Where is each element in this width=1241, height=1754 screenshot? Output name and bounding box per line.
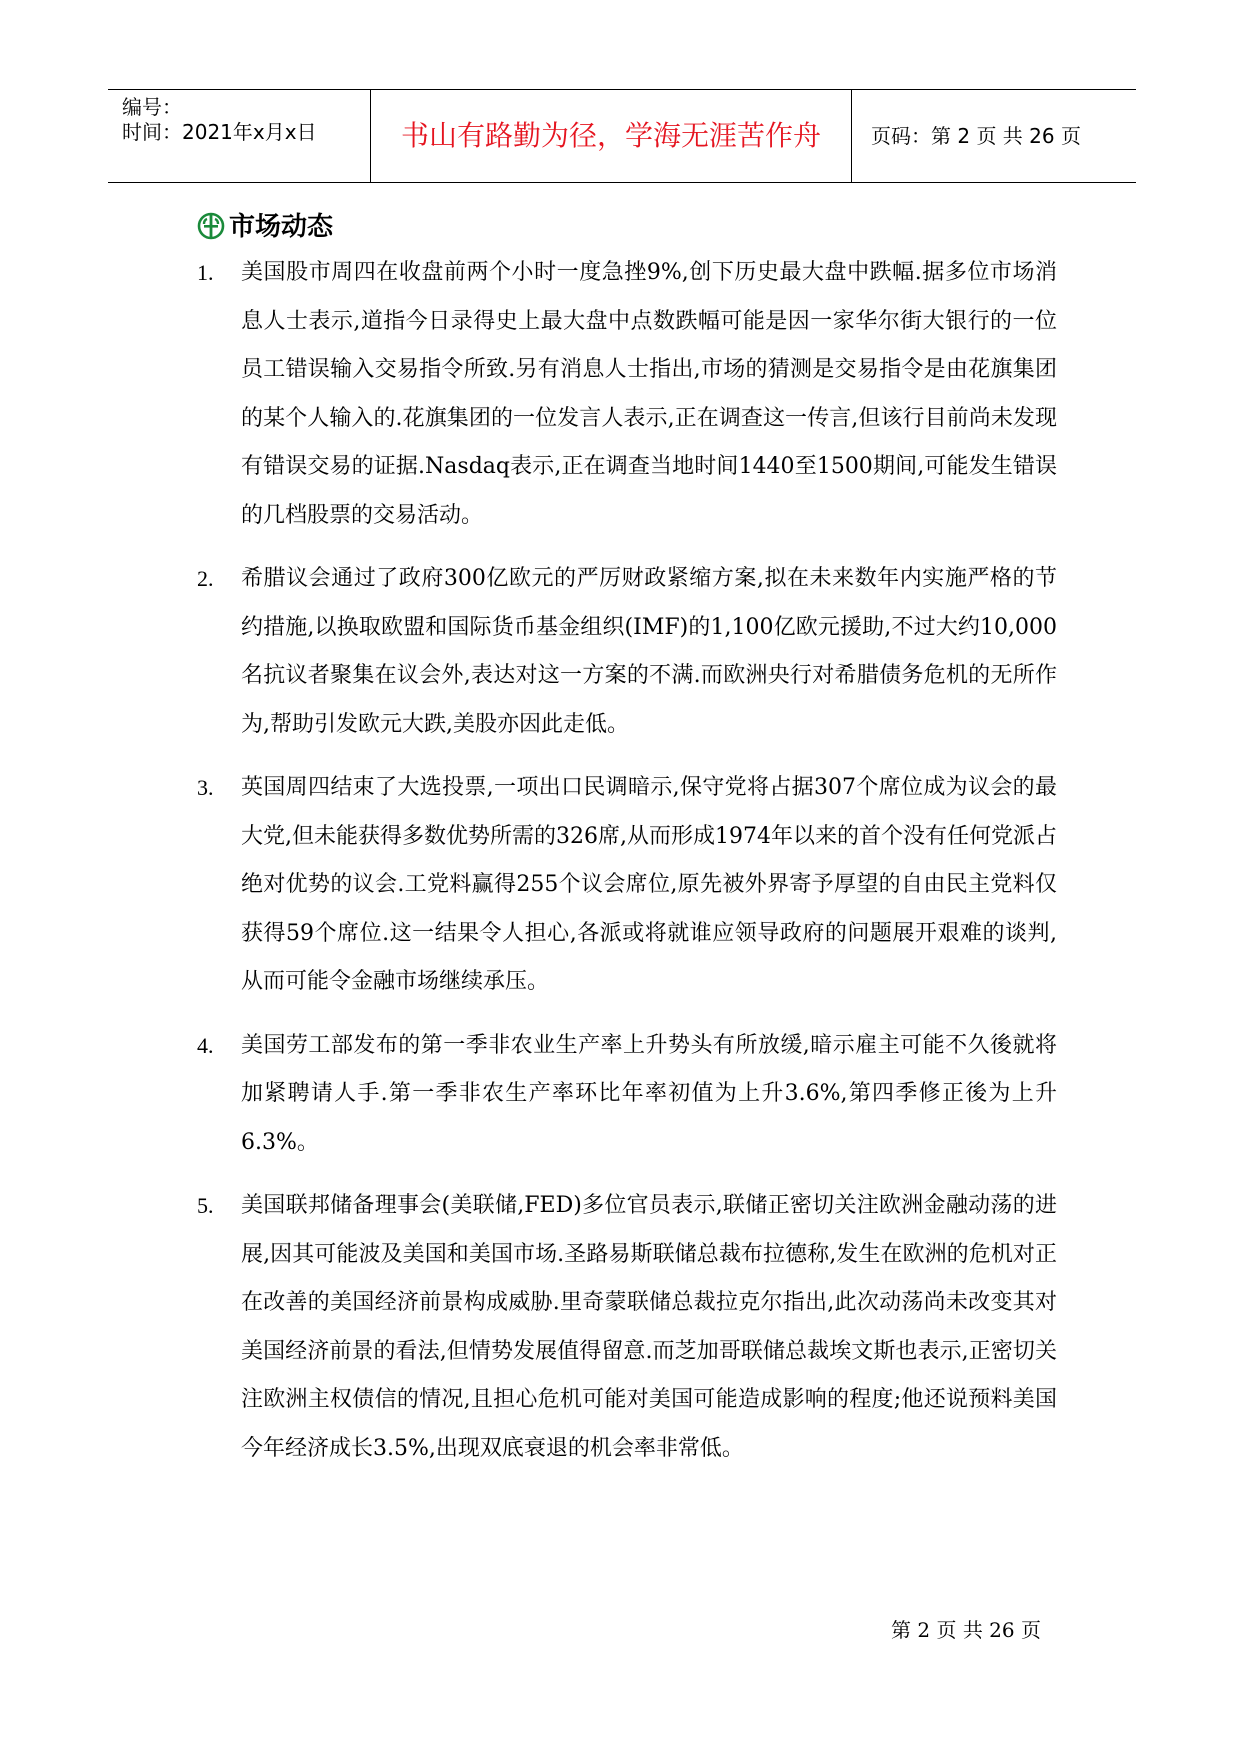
list-item-text: 美国劳工部发布的第一季非农业生产率上升势头有所放缓,暗示雇主可能不久後就将加紧聘请人手.第一季非农生产率环比年率初值为上升3.6%,第四季修正後为上升6.3%。	[241, 1032, 1057, 1155]
list-item	[197, 555, 1057, 749]
header-left-cell	[108, 90, 370, 182]
list-item-number: 2.	[197, 566, 214, 591]
page-footer: 第 2 页 共 26 页	[891, 1618, 1041, 1642]
time-label: 时间：2021年x月x日	[122, 120, 317, 144]
header-right-cell	[851, 90, 1136, 182]
list-item	[197, 764, 1057, 1007]
header-center-cell	[370, 90, 852, 182]
list-item-number: 4.	[197, 1032, 214, 1058]
list-item-number: 1.	[197, 260, 214, 285]
list-item	[197, 249, 1057, 540]
list-item-text: 英国周四结束了大选投票,一项出口民调暗示,保守党将占据307个席位成为议会的最大党,但未能获得多数优势所需的326席,从而形成1974年以来的首个没有任何党派占绝对优势的议会.工党料赢得255个议会席位,原先被外界寄予厚望的自由民主党料仅获得59个席位.这一结果令人担心,各派或将就谁应领导政府的问题展开艰难的谈判,从而可能令金融市场继续承压。	[241, 775, 1057, 994]
news-list	[197, 249, 1057, 1488]
list-item-text: 美国股市周四在收盘前两个小时一度急挫9%,创下历史最大盘中跌幅.据多位市场消息人士表示,道指今日录得史上最大盘中点数跌幅可能是因一家华尔街大银行的一位员工错误输入交易指令所致.另有消息人士指出,市场的猜测是交易指令是由花旗集团的某个人输入的.花旗集团的一位发言人表示,正在调查这一传言,但该行目前尚未发现有错误交易的证据.Nasdaq表示,正在调查当地时间1440至1500期间,可能发生错误的几档股票的交易活动。	[241, 260, 1057, 528]
section-title: 市场动态	[229, 212, 334, 242]
list-item	[197, 1182, 1057, 1473]
header-page-info: 页码：第 2 页 共 26 页	[871, 124, 1081, 148]
header-motto: 书山有路勤为径，学海无涯苦作舟	[400, 119, 821, 152]
list-item-text: 希腊议会通过了政府300亿欧元的严厉财政紧缩方案,拟在未来数年内实施严格的节约措施,以换取欧盟和国际货币基金组织(IMF)的1,100亿欧元援助,不过大约10,000名抗议者聚集在议会外,表达对这一方案的不满.而欧洲央行对希腊债务危机的无所作为,帮助引发欧元大跌,美股亦因此走低。	[241, 566, 1057, 737]
list-item-text: 美国联邦储备理事会(美联储,FED)多位官员表示,联储正密切关注欧洲金融动荡的进展,因其可能波及美国和美国市场.圣路易斯联储总裁布拉德称,发生在欧洲的危机对正在改善的美国经济前景构成威胁.里奇蒙联储总裁拉克尔指出,此次动荡尚未改变其对美国经济前景的看法,但情势发展值得留意.而芝加哥联储总裁埃文斯也表示,正密切关注欧洲主权债信的情况,且担心危机可能对美国可能造成影响的程度;他还说预料美国今年经济成长3.5%,出现双底衰退的机会率非常低。	[241, 1193, 1057, 1461]
list-item-number: 3.	[197, 775, 214, 800]
number-label: 编号：	[122, 95, 182, 119]
list-item	[197, 1022, 1057, 1168]
bank-logo-icon	[197, 212, 225, 240]
list-item-number: 5.	[197, 1193, 214, 1218]
document-header	[108, 89, 1136, 183]
